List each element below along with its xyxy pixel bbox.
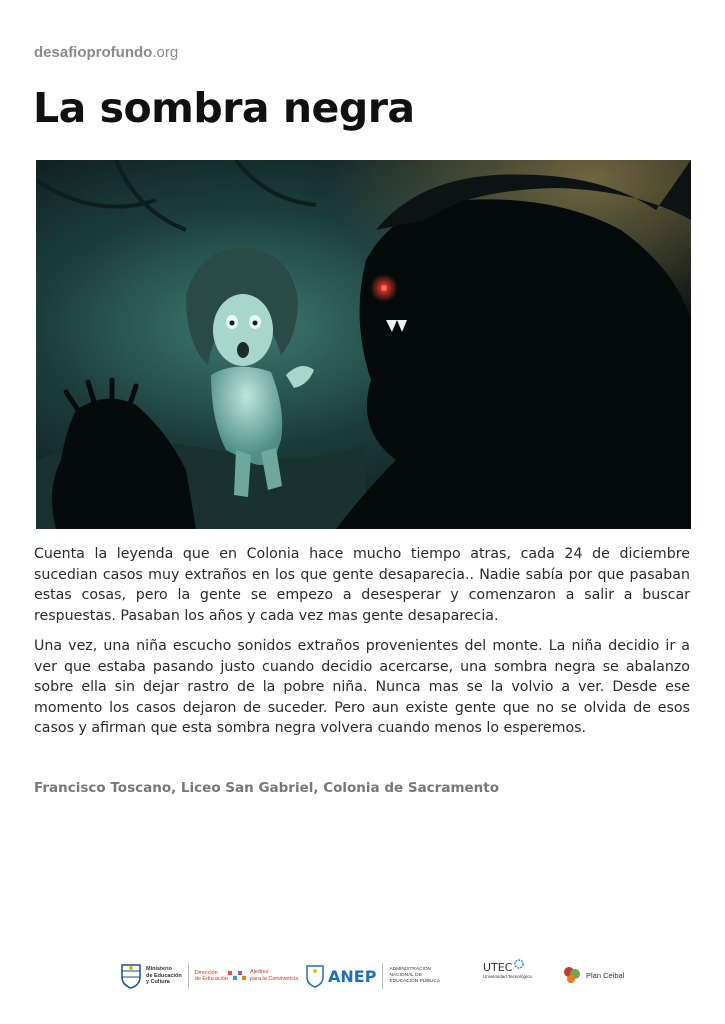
story-paragraph: Una vez, una niña escucho sonidos extraños provenientes del monte. La niña decidio ir a ver que estaba pasando justo cuando decidio acercarse, una sombra negra se abalanzo sobre ella sin dejar rastro de la pobre niña. Nunca mas se la volvio a ver. Desde ese momento los casos dejaron de suceder. Pero aun existe gente que no se olvida de esos casos y afirman que esta sombra negra volvera cuando menos lo esperemos. <box>34 638 690 736</box>
gear-icon <box>513 958 525 970</box>
ajedrez-logo: Ajedrez para la Convivencia <box>228 969 298 982</box>
shield-icon <box>120 963 142 989</box>
chess-icon <box>228 971 246 981</box>
story-text <box>34 544 690 749</box>
author-credit: Francisco Toscano, Liceo San Gabriel, Colonia de Sacramento <box>34 780 500 796</box>
utec-logo: UTEC Universidad Tecnológica <box>483 961 532 981</box>
ceibal-logo: Plan Ceibal <box>562 965 624 985</box>
anep-logo: ANEP ADMINISTRACIÓN NACIONAL DE EDUCACIÓN PÚBLICA <box>306 963 440 989</box>
page-title: La sombra negra <box>33 84 415 132</box>
sponsor-logos <box>0 955 725 1000</box>
site-name: desafioprofundo.org <box>34 44 179 61</box>
story-illustration <box>36 160 691 529</box>
ceibal-flower-icon <box>562 965 582 985</box>
mec-logo: Ministerio de Educación y Cultura Dirección de Educación <box>120 963 228 989</box>
story-paragraph: Cuenta la leyenda que en Colonia hace mucho tiempo atras, cada 24 de diciembre sucedian casos muy extraños en los que gente desaparecia.. Nadie sabía por que pasaban estas cosas, pero la gente se empezo a desesperar y comenzaron a salir a buscar respuestas. Pasaban los años y cada vez mas gente desaparecia. <box>34 546 690 624</box>
emblem-icon <box>306 964 324 988</box>
